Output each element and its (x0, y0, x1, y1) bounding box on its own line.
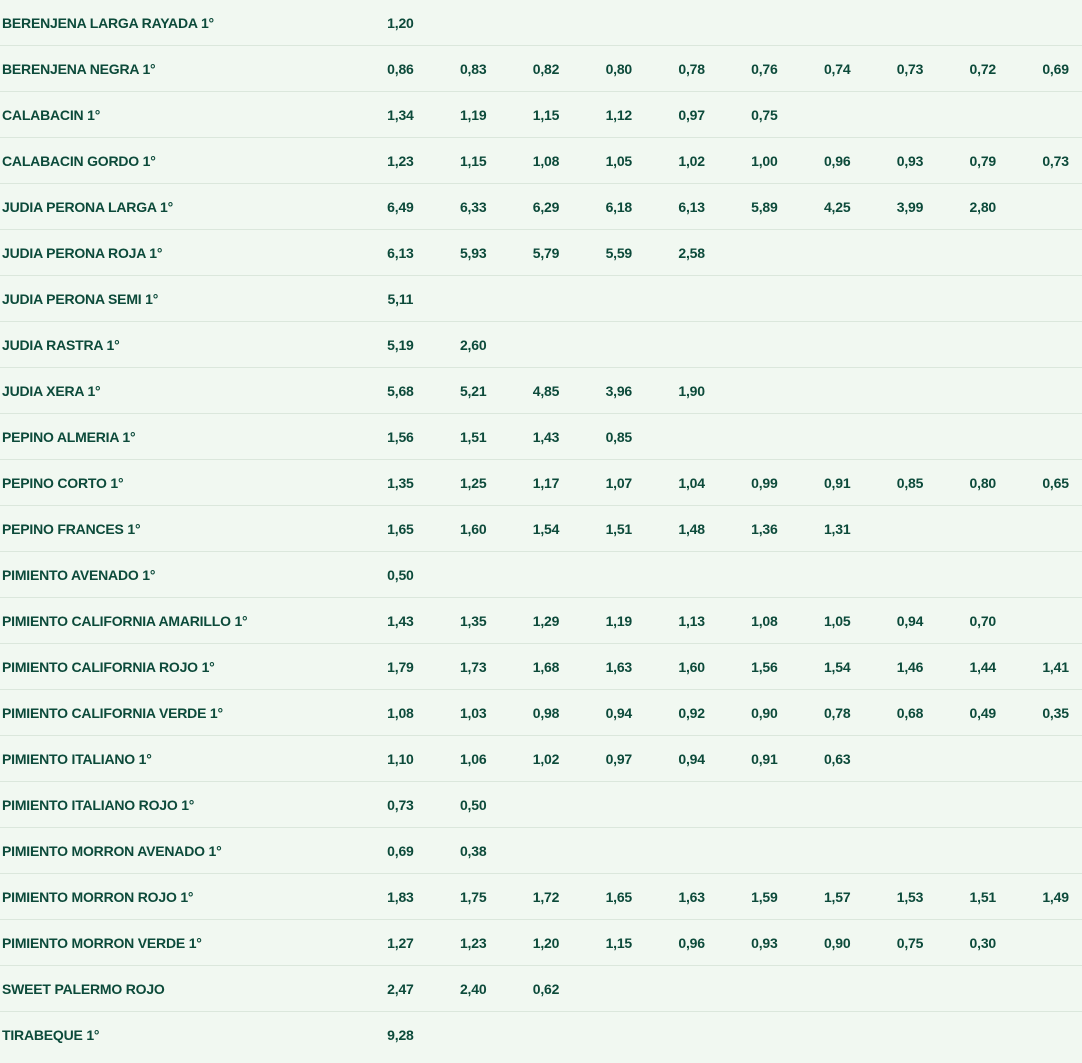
price-cell: 6,18 (582, 184, 655, 230)
price-cell: 5,93 (437, 230, 510, 276)
price-cell: 1,43 (364, 598, 437, 644)
price-cell (1019, 0, 1082, 46)
price-cell: 1,35 (364, 460, 437, 506)
price-cell (874, 966, 947, 1012)
price-cell (510, 0, 583, 46)
table-row (0, 460, 1082, 506)
price-cell: 0,76 (728, 46, 801, 92)
price-cell: 0,69 (364, 828, 437, 874)
price-cell (946, 966, 1019, 1012)
price-cell (728, 368, 801, 414)
price-cell (655, 552, 728, 598)
price-cell (874, 0, 947, 46)
price-cell: 0,70 (946, 598, 1019, 644)
price-cell: 1,63 (655, 874, 728, 920)
price-cell: 2,58 (655, 230, 728, 276)
price-cell (946, 506, 1019, 552)
table-row (0, 46, 1082, 92)
price-cell: 1,65 (364, 506, 437, 552)
price-cell: 5,89 (728, 184, 801, 230)
price-cell (728, 966, 801, 1012)
product-name: JUDIA PERONA SEMI 1° (0, 276, 364, 322)
price-cell: 1,60 (655, 644, 728, 690)
price-cell: 1,10 (364, 736, 437, 782)
price-cell: 0,85 (874, 460, 947, 506)
price-cell: 1,17 (510, 460, 583, 506)
price-cell: 0,38 (437, 828, 510, 874)
price-cell (437, 552, 510, 598)
price-cell: 1,02 (655, 138, 728, 184)
price-cell (728, 782, 801, 828)
price-cell (874, 1012, 947, 1058)
price-cell: 0,35 (1019, 690, 1082, 736)
price-cell: 5,68 (364, 368, 437, 414)
price-cell (801, 1012, 874, 1058)
price-cell (1019, 552, 1082, 598)
price-cell: 5,19 (364, 322, 437, 368)
price-cell (946, 368, 1019, 414)
price-cell: 0,78 (655, 46, 728, 92)
price-cell: 1,36 (728, 506, 801, 552)
price-cell (874, 230, 947, 276)
price-cell (437, 276, 510, 322)
price-cell: 1,46 (874, 644, 947, 690)
price-cell (728, 1012, 801, 1058)
price-cell: 0,49 (946, 690, 1019, 736)
price-cell (728, 552, 801, 598)
price-cell (1019, 966, 1082, 1012)
price-cell: 0,50 (437, 782, 510, 828)
price-cell: 1,68 (510, 644, 583, 690)
product-name: PIMIENTO CALIFORNIA ROJO 1° (0, 644, 364, 690)
price-cell (655, 828, 728, 874)
price-cell: 1,20 (510, 920, 583, 966)
product-name: PEPINO ALMERIA 1° (0, 414, 364, 460)
price-cell: 1,23 (364, 138, 437, 184)
price-cell: 1,29 (510, 598, 583, 644)
price-cell (582, 322, 655, 368)
price-cell: 1,15 (582, 920, 655, 966)
price-cell (655, 782, 728, 828)
price-cell: 1,20 (364, 0, 437, 46)
price-cell (801, 276, 874, 322)
price-cell: 0,82 (510, 46, 583, 92)
price-cell: 5,79 (510, 230, 583, 276)
price-cell (1019, 414, 1082, 460)
price-cell: 0,94 (874, 598, 947, 644)
price-cell (655, 966, 728, 1012)
price-cell: 2,47 (364, 966, 437, 1012)
product-name: JUDIA RASTRA 1° (0, 322, 364, 368)
price-cell: 0,92 (655, 690, 728, 736)
price-cell (582, 0, 655, 46)
price-cell: 1,04 (655, 460, 728, 506)
price-cell (582, 782, 655, 828)
price-cell: 1,31 (801, 506, 874, 552)
price-cell: 0,65 (1019, 460, 1082, 506)
price-cell: 0,72 (946, 46, 1019, 92)
price-cell: 5,11 (364, 276, 437, 322)
price-cell (1019, 184, 1082, 230)
price-cell: 0,99 (728, 460, 801, 506)
price-cell: 2,60 (437, 322, 510, 368)
price-cell (582, 966, 655, 1012)
table-row (0, 736, 1082, 782)
price-cell: 1,49 (1019, 874, 1082, 920)
price-cell: 1,02 (510, 736, 583, 782)
price-cell (728, 322, 801, 368)
price-cell: 4,85 (510, 368, 583, 414)
price-cell (655, 0, 728, 46)
price-cell: 0,73 (874, 46, 947, 92)
price-cell: 0,63 (801, 736, 874, 782)
price-cell (1019, 1012, 1082, 1058)
price-cell: 0,80 (582, 46, 655, 92)
price-cell: 0,94 (655, 736, 728, 782)
product-name: PIMIENTO MORRON AVENADO 1° (0, 828, 364, 874)
price-cell: 0,50 (364, 552, 437, 598)
price-cell (801, 322, 874, 368)
price-cell (728, 414, 801, 460)
price-cell: 4,25 (801, 184, 874, 230)
price-cell: 0,97 (655, 92, 728, 138)
product-name: PIMIENTO CALIFORNIA AMARILLO 1° (0, 598, 364, 644)
table-row (0, 828, 1082, 874)
price-cell: 6,13 (655, 184, 728, 230)
price-cell (582, 552, 655, 598)
price-cell: 1,79 (364, 644, 437, 690)
price-cell: 1,90 (655, 368, 728, 414)
price-cell: 1,54 (510, 506, 583, 552)
price-cell: 2,80 (946, 184, 1019, 230)
price-cell (801, 92, 874, 138)
price-cell (1019, 598, 1082, 644)
price-cell (801, 828, 874, 874)
price-cell: 0,96 (655, 920, 728, 966)
price-cell (1019, 828, 1082, 874)
price-cell (874, 736, 947, 782)
price-cell: 0,80 (946, 460, 1019, 506)
price-cell: 0,94 (582, 690, 655, 736)
price-cell (874, 828, 947, 874)
price-cell (801, 782, 874, 828)
price-cell: 0,79 (946, 138, 1019, 184)
price-cell: 0,90 (801, 920, 874, 966)
price-cell: 0,97 (582, 736, 655, 782)
table-row (0, 322, 1082, 368)
product-name: PIMIENTO ITALIANO ROJO 1° (0, 782, 364, 828)
product-name: JUDIA XERA 1° (0, 368, 364, 414)
price-cell: 5,59 (582, 230, 655, 276)
price-cell (437, 1012, 510, 1058)
table-row (0, 644, 1082, 690)
price-cell: 0,96 (801, 138, 874, 184)
product-name: SWEET PALERMO ROJO (0, 966, 364, 1012)
price-cell: 0,83 (437, 46, 510, 92)
price-cell: 1,07 (582, 460, 655, 506)
product-name: JUDIA PERONA LARGA 1° (0, 184, 364, 230)
price-cell: 0,75 (874, 920, 947, 966)
price-cell (801, 368, 874, 414)
price-cell (1019, 276, 1082, 322)
price-cell (946, 0, 1019, 46)
price-cell (946, 552, 1019, 598)
price-cell (874, 782, 947, 828)
product-name: PEPINO CORTO 1° (0, 460, 364, 506)
price-cell: 1,56 (728, 644, 801, 690)
product-name: PIMIENTO CALIFORNIA VERDE 1° (0, 690, 364, 736)
price-cell (874, 506, 947, 552)
price-cell (1019, 920, 1082, 966)
price-cell: 1,54 (801, 644, 874, 690)
price-cell (510, 1012, 583, 1058)
price-cell: 0,98 (510, 690, 583, 736)
table-row (0, 230, 1082, 276)
price-cell (946, 322, 1019, 368)
table-row (0, 506, 1082, 552)
price-cell (510, 322, 583, 368)
price-cell: 0,91 (728, 736, 801, 782)
table-row (0, 184, 1082, 230)
price-cell (510, 552, 583, 598)
price-cell: 1,75 (437, 874, 510, 920)
price-cell (582, 276, 655, 322)
price-cell (510, 828, 583, 874)
price-cell (946, 782, 1019, 828)
table-row (0, 138, 1082, 184)
price-cell (728, 0, 801, 46)
price-cell: 0,86 (364, 46, 437, 92)
price-cell: 1,08 (510, 138, 583, 184)
price-cell: 9,28 (387, 1026, 414, 1043)
price-cell (801, 414, 874, 460)
table-row (0, 0, 1082, 46)
price-cell (946, 736, 1019, 782)
price-cell: 1,56 (364, 414, 437, 460)
price-cell: 2,40 (437, 966, 510, 1012)
table-row (0, 782, 1082, 828)
price-cell: 3,96 (582, 368, 655, 414)
price-cell: 0,78 (801, 690, 874, 736)
price-cell: 0,75 (728, 92, 801, 138)
price-cell: 1,34 (364, 92, 437, 138)
price-cell (946, 828, 1019, 874)
price-cell: 1,44 (946, 644, 1019, 690)
price-cell: 1,57 (801, 874, 874, 920)
price-cell: 0,68 (874, 690, 947, 736)
price-cell (510, 782, 583, 828)
price-cell (437, 0, 510, 46)
product-name: PIMIENTO ITALIANO 1° (0, 736, 364, 782)
price-cell: 1,19 (582, 598, 655, 644)
product-name: CALABACIN 1° (0, 92, 364, 138)
product-name: BERENJENA LARGA RAYADA 1° (0, 0, 364, 46)
price-cell: 1,08 (364, 690, 437, 736)
product-name: CALABACIN GORDO 1° (0, 138, 364, 184)
price-cell (655, 322, 728, 368)
price-cell: 0,73 (1019, 138, 1082, 184)
price-cell (582, 1012, 655, 1058)
price-cell (1019, 92, 1082, 138)
price-cell (655, 1012, 728, 1058)
price-cell (728, 828, 801, 874)
price-cell: 1,08 (728, 598, 801, 644)
price-cell (874, 92, 947, 138)
price-cell: 1,59 (728, 874, 801, 920)
price-cell (874, 552, 947, 598)
price-cell (874, 414, 947, 460)
price-cell (874, 276, 947, 322)
price-cell: 0,85 (582, 414, 655, 460)
price-cell (655, 276, 728, 322)
price-cell (1019, 506, 1082, 552)
product-name: PIMIENTO AVENADO 1° (0, 552, 364, 598)
price-cell: 1,19 (437, 92, 510, 138)
table-row (0, 874, 1082, 920)
price-cell (946, 276, 1019, 322)
price-cell: 1,05 (801, 598, 874, 644)
table-row (0, 368, 1082, 414)
price-cell: 1,27 (364, 920, 437, 966)
price-cell: 5,21 (437, 368, 510, 414)
price-cell (655, 414, 728, 460)
price-cell: 0,69 (1019, 46, 1082, 92)
price-cell (874, 368, 947, 414)
price-cell: 1,25 (437, 460, 510, 506)
price-cell: 3,99 (874, 184, 947, 230)
price-cell: 1,15 (437, 138, 510, 184)
price-cell (874, 322, 947, 368)
price-cell: 1,43 (510, 414, 583, 460)
price-cell (1019, 736, 1082, 782)
price-cell: 1,06 (437, 736, 510, 782)
price-cell: 1,53 (874, 874, 947, 920)
price-cell: 1,51 (437, 414, 510, 460)
product-name: BERENJENA NEGRA 1° (0, 46, 364, 92)
product-name: TIRABEQUE 1° (2, 1026, 100, 1043)
price-cell (1019, 230, 1082, 276)
price-cell: 1,73 (437, 644, 510, 690)
product-name: JUDIA PERONA ROJA 1° (0, 230, 364, 276)
price-cell: 1,12 (582, 92, 655, 138)
price-cell: 6,33 (437, 184, 510, 230)
price-cell (801, 966, 874, 1012)
price-cell: 1,23 (437, 920, 510, 966)
price-cell: 1,51 (946, 874, 1019, 920)
price-cell (946, 414, 1019, 460)
price-cell: 1,48 (655, 506, 728, 552)
price-cell: 0,62 (510, 966, 583, 1012)
price-cell: 0,74 (801, 46, 874, 92)
price-cell: 1,51 (582, 506, 655, 552)
product-name: PIMIENTO MORRON VERDE 1° (0, 920, 364, 966)
price-cell (946, 92, 1019, 138)
price-cell: 0,90 (728, 690, 801, 736)
table-row (0, 1012, 1082, 1058)
price-cell: 1,72 (510, 874, 583, 920)
price-cell: 1,63 (582, 644, 655, 690)
price-cell (946, 1012, 1019, 1058)
price-cell: 6,29 (510, 184, 583, 230)
price-cell (801, 552, 874, 598)
product-name: PIMIENTO MORRON ROJO 1° (0, 874, 364, 920)
price-cell (582, 828, 655, 874)
price-cell (1019, 782, 1082, 828)
price-cell (946, 230, 1019, 276)
price-cell (728, 276, 801, 322)
table-row (0, 690, 1082, 736)
price-cell (1019, 368, 1082, 414)
price-cell: 6,49 (364, 184, 437, 230)
price-cell: 1,60 (437, 506, 510, 552)
table-row (0, 966, 1082, 1012)
price-cell: 1,00 (728, 138, 801, 184)
price-cell (801, 230, 874, 276)
price-cell (728, 230, 801, 276)
table-row (0, 552, 1082, 598)
price-cell: 0,93 (874, 138, 947, 184)
price-cell: 0,30 (946, 920, 1019, 966)
table-row (0, 598, 1082, 644)
price-cell: 0,91 (801, 460, 874, 506)
price-cell: 1,03 (437, 690, 510, 736)
price-cell: 1,65 (582, 874, 655, 920)
price-cell: 0,93 (728, 920, 801, 966)
price-cell: 1,13 (655, 598, 728, 644)
price-cell: 6,13 (364, 230, 437, 276)
price-cell: 1,83 (364, 874, 437, 920)
price-cell: 1,15 (510, 92, 583, 138)
table-row (0, 92, 1082, 138)
table-row (0, 276, 1082, 322)
price-cell: 1,35 (437, 598, 510, 644)
price-cell: 1,41 (1019, 644, 1082, 690)
table-row (0, 920, 1082, 966)
price-cell: 1,05 (582, 138, 655, 184)
product-name: PEPINO FRANCES 1° (0, 506, 364, 552)
price-cell: 0,73 (364, 782, 437, 828)
price-cell (1019, 322, 1082, 368)
price-cell (801, 0, 874, 46)
price-cell (510, 276, 583, 322)
table-row (0, 414, 1082, 460)
